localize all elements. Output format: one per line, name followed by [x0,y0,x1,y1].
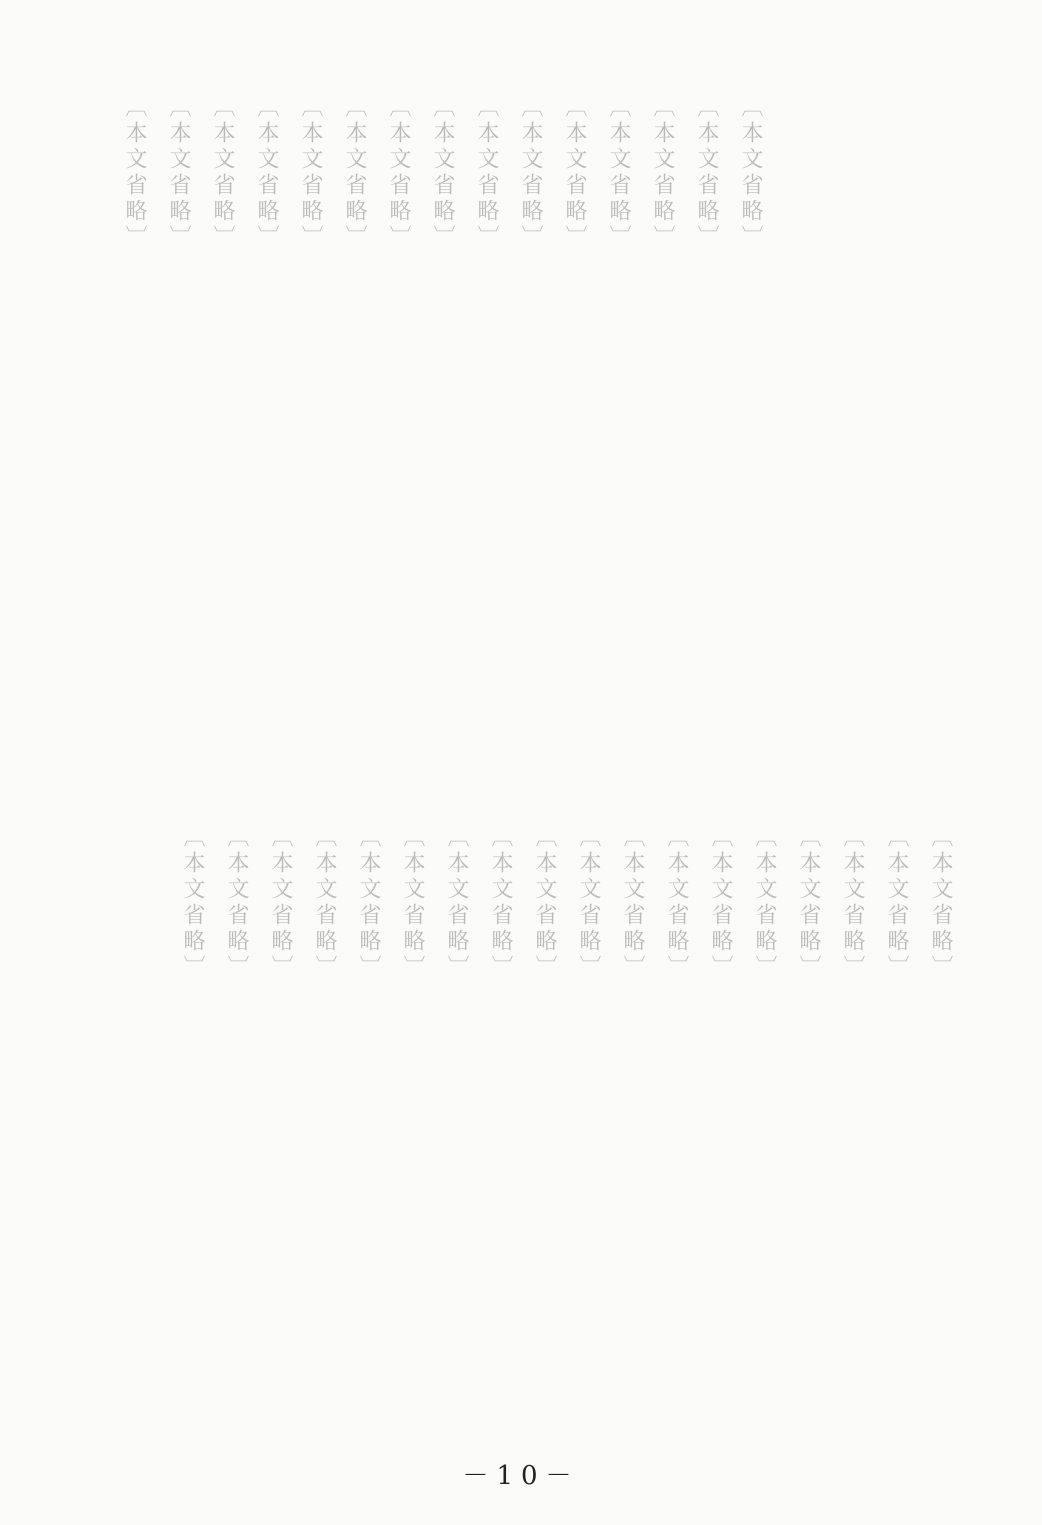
text-column: 〔本文省略〕 [708,825,733,981]
text-column: 〔本文省略〕 [752,825,777,981]
text-column: 〔本文省略〕 [562,95,587,251]
text-column: 〔本文省略〕 [738,95,763,251]
text-column: 〔本文省略〕 [606,95,631,251]
text-column: 〔本文省略〕 [224,825,249,981]
text-column: 〔本文省略〕 [796,825,821,981]
text-column: 〔本文省略〕 [620,825,645,981]
text-column: 〔本文省略〕 [166,95,191,251]
text-column: 〔本文省略〕 [488,825,513,981]
text-column: 〔本文省略〕 [356,825,381,981]
text-column: 〔本文省略〕 [518,95,543,251]
page-number: －10－ [462,1461,580,1491]
text-column: 〔本文省略〕 [210,95,235,251]
text-column: 〔本文省略〕 [444,825,469,981]
text-column: 〔本文省略〕 [400,825,425,981]
text-column: 〔本文省略〕 [298,95,323,251]
text-column: 〔本文省略〕 [650,95,675,251]
text-column: 〔本文省略〕 [840,825,865,981]
text-column: 〔本文省略〕 [312,825,337,981]
text-column: 〔本文省略〕 [928,825,953,981]
text-column: 〔本文省略〕 [884,825,909,981]
text-column: 〔本文省略〕 [430,95,455,251]
text-column: 〔本文省略〕 [532,825,557,981]
text-column: 〔本文省略〕 [122,95,147,251]
text-column: 〔本文省略〕 [268,825,293,981]
upper-text-block [80,95,770,535]
text-column: 〔本文省略〕 [254,95,279,251]
text-column: 〔本文省略〕 [386,95,411,251]
text-column: 〔本文省略〕 [694,95,719,251]
text-column: 〔本文省略〕 [342,95,367,251]
text-column: 〔本文省略〕 [180,825,205,981]
lower-text-block [80,825,960,1425]
text-column: 〔本文省略〕 [664,825,689,981]
text-column: 〔本文省略〕 [576,825,601,981]
text-column: 〔本文省略〕 [474,95,499,251]
